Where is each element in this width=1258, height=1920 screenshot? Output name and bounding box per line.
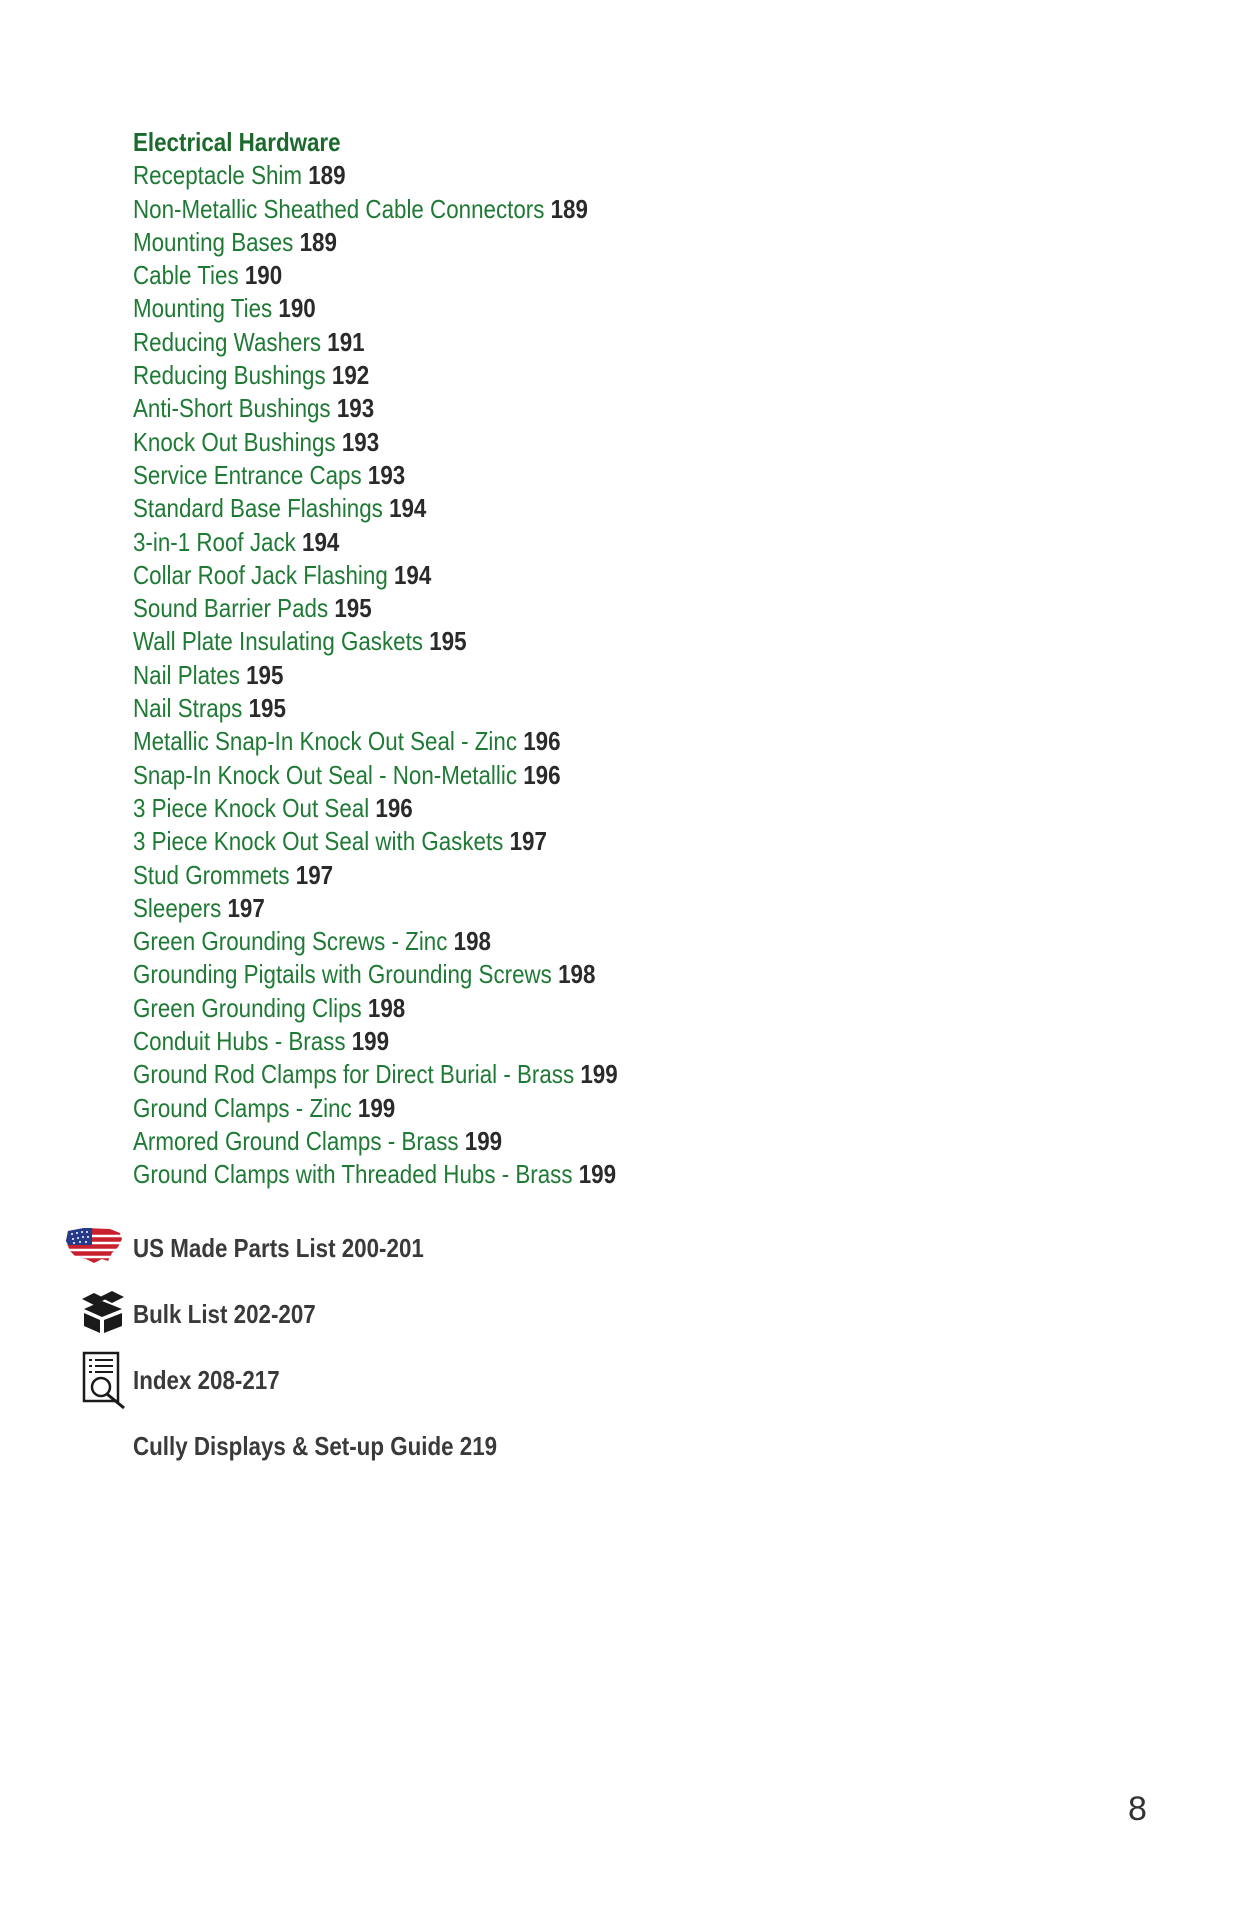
toc-entry	[133, 1092, 907, 1125]
entry-page: 193	[336, 393, 375, 424]
toc-entry	[133, 492, 907, 525]
entry-name: Knock Out Bushings	[133, 426, 336, 457]
entry-name: Nail Straps	[133, 693, 243, 724]
toc-entry	[133, 992, 907, 1025]
entry-name: Collar Roof Jack Flashing	[133, 559, 388, 590]
entry-name: Ground Rod Clamps for Direct Burial - Brass	[133, 1059, 575, 1090]
toc-entry	[133, 426, 907, 459]
us-made-parts-list: US Made Parts List 200-201	[133, 1233, 424, 1263]
entry-name: Green Grounding Screws - Zinc	[133, 926, 448, 957]
entry-name: Sleepers	[133, 892, 222, 923]
entry-page: 195	[246, 659, 284, 690]
entry-page: 190	[278, 293, 316, 324]
toc-entry	[133, 392, 907, 425]
entry-page: 198	[367, 992, 406, 1023]
entry-name: Reducing Washers	[133, 326, 322, 357]
toc-entry	[133, 592, 907, 625]
toc-entry	[133, 892, 907, 925]
toc-entry	[133, 1158, 907, 1191]
entry-name: Ground Clamps with Threaded Hubs - Brass	[133, 1159, 573, 1190]
entry-name: Snap-In Knock Out Seal - Non-Metallic	[133, 759, 518, 790]
page-number: 8	[1128, 1790, 1147, 1828]
entry-name: Metallic Snap-In Knock Out Seal - Zinc	[133, 726, 518, 757]
entry-name: Anti-Short Bushings	[133, 393, 331, 424]
document-magnifier-icon	[82, 1351, 128, 1411]
entry-page: 198	[558, 959, 596, 990]
entry-page: 189	[550, 193, 588, 224]
toc-entry	[133, 625, 907, 658]
toc-entry	[133, 792, 907, 825]
entry-page: 194	[302, 526, 340, 557]
entry-name: 3-in-1 Roof Jack	[133, 526, 296, 557]
toc-entry	[133, 193, 907, 226]
entry-page: 199	[464, 1125, 503, 1156]
entry-name: Standard Base Flashings	[133, 493, 383, 524]
toc-entry	[133, 825, 907, 858]
toc-entry	[133, 859, 907, 892]
entry-page: 199	[351, 1026, 390, 1057]
entry-page: 196	[523, 726, 561, 757]
entry-page: 197	[509, 826, 547, 857]
toc-entry	[133, 759, 907, 792]
entry-page: 194	[389, 493, 427, 524]
entry-name: Reducing Bushings	[133, 360, 326, 391]
toc-entry	[133, 226, 907, 259]
toc-entry	[133, 159, 907, 192]
toc-entry	[133, 958, 907, 991]
toc-entry	[133, 526, 907, 559]
entry-name: Armored Ground Clamps - Brass	[133, 1125, 459, 1156]
toc-entry	[133, 1058, 907, 1091]
entry-page: 194	[393, 559, 432, 590]
toc-entry	[133, 459, 907, 492]
entry-name: Ground Clamps - Zinc	[133, 1092, 352, 1123]
index: Index 208-217	[133, 1365, 280, 1395]
toc-entry	[133, 292, 907, 325]
entry-page: 193	[367, 459, 406, 490]
entry-name: Cable Ties	[133, 260, 239, 291]
entry-page: 190	[244, 260, 283, 291]
toc-entry	[133, 692, 907, 725]
entry-name: Non-Metallic Sheathed Cable Connectors	[133, 193, 545, 224]
us-flag-map-icon	[64, 1225, 126, 1267]
entry-name: Mounting Bases	[133, 226, 294, 257]
entry-page: 192	[331, 360, 370, 391]
entry-page: 199	[580, 1059, 618, 1090]
toc-entry	[133, 659, 907, 692]
entry-name: Conduit Hubs - Brass	[133, 1026, 346, 1057]
entry-page: 195	[334, 593, 372, 624]
bulk-list: Bulk List 202-207	[133, 1299, 316, 1329]
entry-page: 196	[523, 759, 561, 790]
cully-displays-guide: Cully Displays & Set-up Guide 219	[133, 1431, 498, 1461]
entry-name: Sound Barrier Pads	[133, 593, 329, 624]
entry-page: 198	[453, 926, 491, 957]
entry-name: Receptacle Shim	[133, 160, 303, 191]
entry-page: 189	[299, 226, 337, 257]
entry-page: 196	[375, 792, 413, 823]
entry-page: 193	[341, 426, 380, 457]
entry-name: Nail Plates	[133, 659, 240, 690]
toc-entry	[133, 1025, 907, 1058]
entry-page: 191	[327, 326, 365, 357]
entry-name: Stud Grommets	[133, 859, 290, 890]
toc-entry	[133, 559, 907, 592]
toc-entry	[133, 359, 907, 392]
entry-page: 197	[295, 859, 334, 890]
entry-page: 197	[227, 892, 265, 923]
toc-entry	[133, 259, 907, 292]
entry-page: 199	[578, 1159, 617, 1190]
toc-entry	[133, 725, 907, 758]
toc-entry	[133, 1125, 907, 1158]
entry-name: 3 Piece Knock Out Seal	[133, 792, 370, 823]
entry-list	[133, 159, 1033, 1191]
entry-name: Wall Plate Insulating Gaskets	[133, 626, 423, 657]
entry-name: Service Entrance Caps	[133, 459, 362, 490]
toc-entry	[133, 326, 907, 359]
table-of-contents	[133, 126, 1033, 1192]
entry-page: 199	[357, 1092, 396, 1123]
entry-page: 195	[248, 693, 286, 724]
entry-page: 195	[429, 626, 467, 657]
toc-entry	[133, 925, 907, 958]
entry-page: 189	[308, 160, 346, 191]
section-title: Electrical Hardware	[133, 127, 341, 157]
boxes-icon	[78, 1289, 128, 1335]
entry-name: Green Grounding Clips	[133, 992, 362, 1023]
entry-name: Grounding Pigtails with Grounding Screws	[133, 959, 552, 990]
entry-name: 3 Piece Knock Out Seal with Gaskets	[133, 826, 504, 857]
entry-name: Mounting Ties	[133, 293, 273, 324]
